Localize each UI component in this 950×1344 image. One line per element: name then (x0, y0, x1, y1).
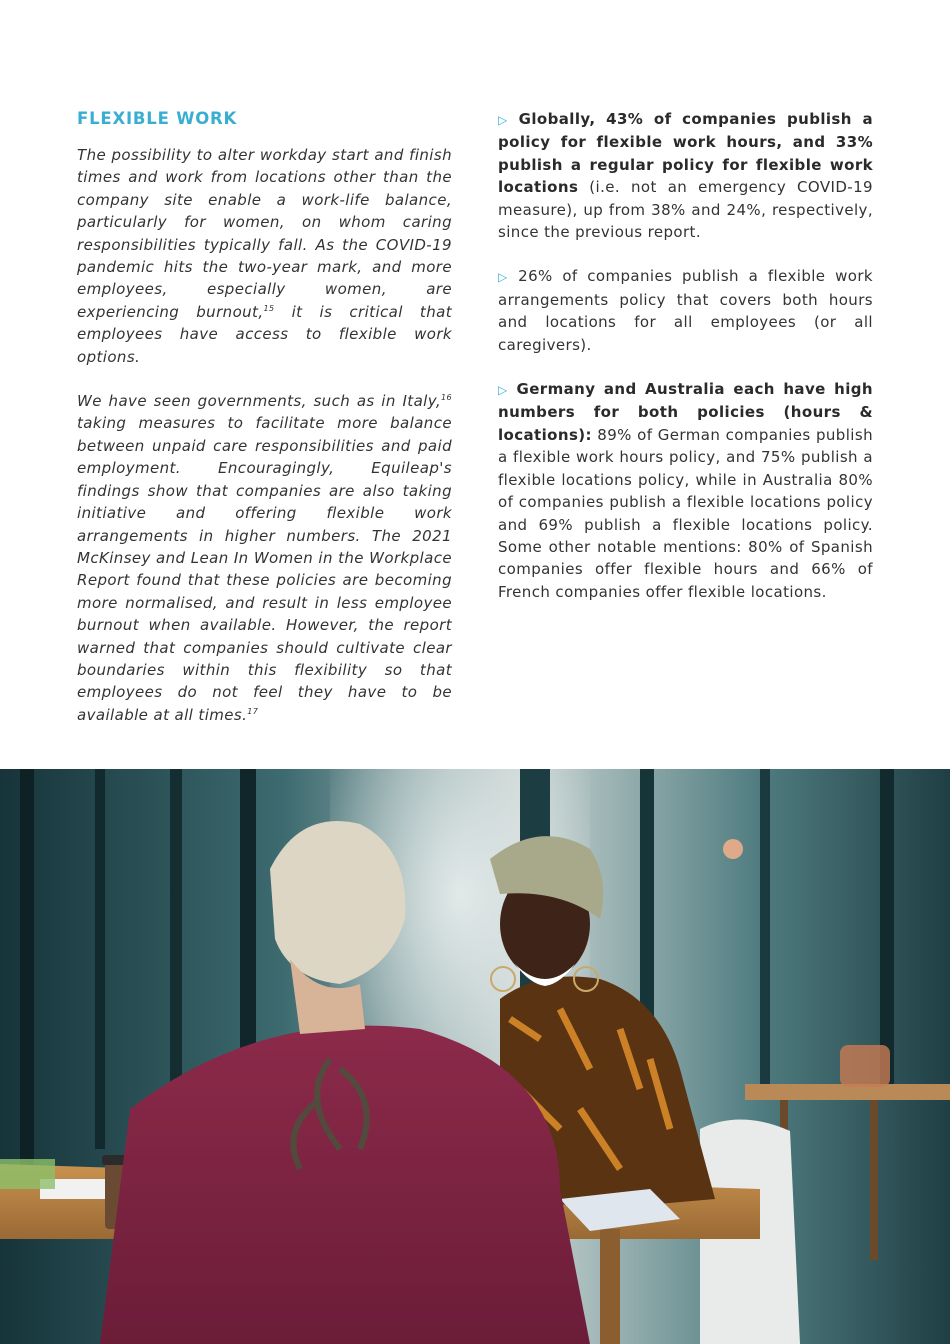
footnote-ref[interactable]: 15 (263, 303, 275, 313)
governments-paragraph (77, 390, 452, 726)
footnote-ref[interactable]: 17 (247, 706, 259, 716)
gov-text: We have seen governments, such as in Italy, (77, 392, 442, 411)
intro-text: The possibility to alter workday start and finish times and work from locations other than the company site enable a work-life balance, particularly for women, on whom caring responsibilities typically fall. As the COVID-19 pandemic hits the two-year mark, and more employees, especially women, are experiencing burnout, (77, 146, 452, 321)
triangle-right-icon: ▷ (498, 383, 511, 398)
bullet-both-policies (498, 265, 873, 356)
bullet-text: (i.e. not an emergency COVID-19 measure), up from 38% and 24%, respectively, since the previous report. (498, 178, 873, 242)
right-column (498, 108, 873, 625)
office-photo (0, 769, 950, 1344)
intro-text-tail: it is critical that employees have access to flexible work options. (77, 302, 452, 366)
office-photo-illustration (0, 769, 950, 1344)
bullet-bold: Germany and Australia each have high numbers for both policies (hours & locations): (498, 380, 873, 444)
intro-paragraph (77, 144, 452, 368)
bullet-global (498, 108, 873, 243)
footnote-ref[interactable]: 16 (441, 393, 452, 403)
bullet-text: 26% of companies publish a flexible work arrangements policy that covers both hours and locations for all employees (or all caregivers). (498, 267, 873, 354)
left-column (77, 108, 452, 748)
bullet-text: 89% of German companies publish a flexible work hours policy, and 75% publish a flexible locations policy, while in Australia 80% of companies publish a flexible locations policy and 69% publish a flexible locations policy. Some other notable mentions: 80% of Spanish companies offer flexible hours and 66% of French companies offer flexible locations. (498, 425, 873, 601)
gov-text-tail: taking measures to facilitate more balance between unpaid care responsibilities and paid employment. Encouragingly, Equileap's findings show that companies are also taking initiative and offering flexible work arrangements in higher numbers. The 2021 McKinsey and Lean In Women in the Workplace Report found that these policies are becoming more normalised, and result in less employee burnout when available. However, the report warned that companies should cultivate clear boundaries within this flexibility so that employees do not feel they have to be available at all times. (77, 414, 452, 724)
bullet-bold: Globally, 43% of companies publish a policy for flexible work hours, and 33% publish a regular policy for flexible work locations (498, 110, 873, 197)
section-heading: FLEXIBLE WORK (77, 109, 238, 128)
triangle-right-icon: ▷ (498, 270, 513, 285)
triangle-right-icon: ▷ (498, 113, 513, 127)
bullet-germany-australia (498, 378, 873, 603)
